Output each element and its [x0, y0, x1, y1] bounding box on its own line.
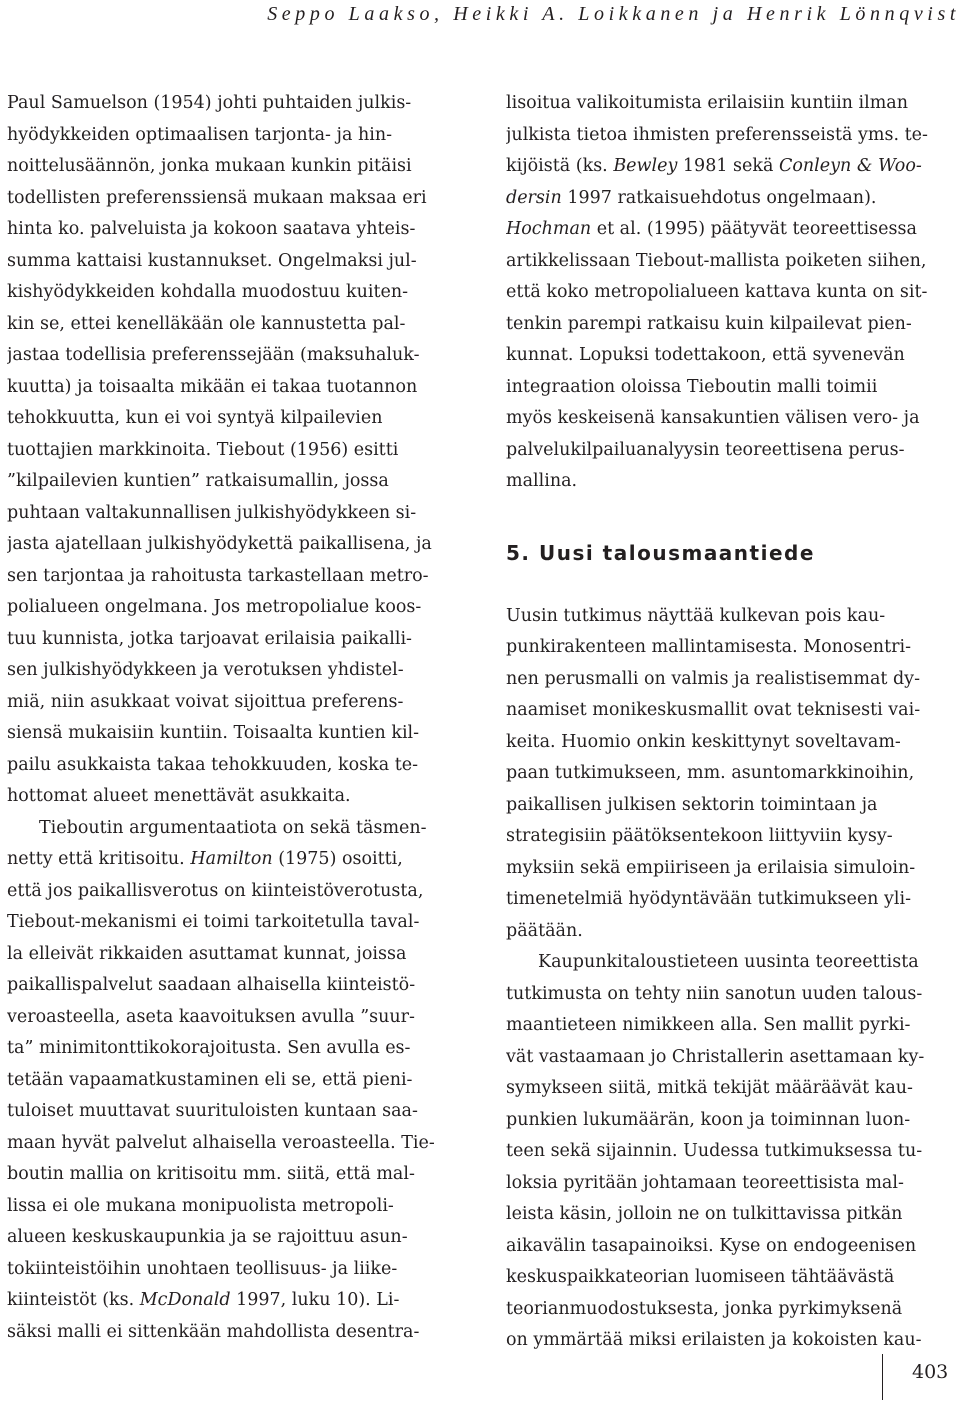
- text-line: päätään.: [506, 920, 583, 941]
- text-line: artikkelissaan Tiebout-mallista poiketen siihen,: [506, 250, 927, 271]
- text-line: loksia pyritään johtamaan teoreettisista mal-: [506, 1172, 904, 1193]
- text-line: integraation oloissa Tieboutin malli toimii: [506, 376, 878, 397]
- text-line: noittelusäännön, jonka mukaan kunkin pitäisi: [7, 156, 412, 176]
- text-line: summa kattaisi kustannukset. Ongelmaksi jul-: [7, 250, 417, 271]
- text-line: nen perusmalli on valmis ja realistisemmat dy-: [506, 668, 920, 689]
- text-line: kin se, ettei kenelläkään ole kannustetta pal-: [7, 313, 406, 334]
- right-column: [506, 88, 956, 1357]
- cited-author-hochman: Hochman: [506, 219, 592, 239]
- text-line: paikallisen julkisen sektorin toimintaan ja: [506, 794, 878, 815]
- cited-author-bewley: Bewley: [613, 156, 678, 176]
- text-line: miä, niin asukkaat voivat sijoittua preferens-: [7, 691, 404, 712]
- text-line: la elleivät rikkaiden asuttamat kunnat, joissa: [7, 943, 407, 964]
- text-line: aikavälin tasapainoiksi. Kyse on endogeenisen: [506, 1235, 917, 1256]
- paragraph-tiebout-critique: [7, 813, 454, 1349]
- paragraph-samuelson-tiebout: [7, 88, 454, 813]
- text-line: kishyödykkeiden kohdalla muodostuu kuiten-: [7, 282, 409, 302]
- text-line: Paul Samuelson (1954) johti puhtaiden julkis-: [7, 93, 412, 113]
- left-column: [7, 88, 454, 1348]
- text-line: Tieboutin argumentaatiota on sekä täsmen-: [39, 817, 427, 838]
- text-fragment: 1981 sekä: [677, 156, 779, 176]
- paragraph-new-research: [506, 601, 956, 948]
- text-line: polialueen ongelmana. Jos metropolialue koos-: [7, 597, 422, 617]
- text-fragment: kijöistä (ks.: [506, 156, 614, 176]
- text-fragment: (1975) osoitti,: [272, 849, 403, 869]
- text-line: siensä mukaisiin kuntiin. Toisaalta kuntien kil-: [7, 723, 420, 743]
- text-line: jasta ajatellaan julkishyödykettä paikallisena, ja: [7, 534, 432, 554]
- page-number: 403: [912, 1361, 949, 1383]
- text-line: tutkimusta on tehty niin sanotun uuden talous-: [506, 983, 923, 1004]
- text-fragment: 1997 ratkaisuehdotus ongelmaan).: [561, 187, 877, 208]
- text-line: keita. Huomio onkin keskittynyt soveltavam-: [506, 731, 901, 752]
- text-fragment: et al. (1995) päätyvät teoreettisessa: [591, 219, 917, 239]
- text-line: lissa ei ole mukana monipuolista metropoli-: [7, 1195, 394, 1216]
- text-line: [7, 1285, 454, 1317]
- text-line: sen julkishyödykkeen ja verotuksen yhdistel-: [7, 660, 404, 680]
- text-line: maantieteen nimikkeen alla. Sen mallit pyrki-: [506, 1015, 911, 1035]
- text-line: keskuspaikkateorian luomiseen tähtäävästä: [506, 1267, 895, 1287]
- text-line: paan tutkimukseen, mm. asuntomarkkinoihin,: [506, 763, 915, 783]
- text-line: säksi malli ei sittenkään mahdollista desentra-: [7, 1321, 420, 1342]
- text-fragment: netty että kritisoitu.: [7, 849, 191, 869]
- text-line: [506, 151, 956, 183]
- text-line: veroasteella, aseta kaavoituksen avulla ”suur-: [7, 1006, 415, 1027]
- text-line: on ymmärtää miksi erilaisten ja kokoisten kau-: [506, 1330, 922, 1350]
- text-line: Kaupunkitaloustieteen uusinta teoreettista: [538, 952, 919, 972]
- text-line: tetään vapaamatkustaminen eli se, että pieni-: [7, 1069, 413, 1090]
- text-line: tokiinteistöihin unohtaen teollisuus- ja liike-: [7, 1258, 398, 1279]
- text-line: tehokkuutta, kun ei voi syntyä kilpailevien: [7, 408, 383, 428]
- cited-author-mcdonald: McDonald: [139, 1290, 231, 1310]
- running-header: Seppo Laakso, Heikki A. Loikkanen ja Henrik Lönnqvist: [267, 3, 960, 25]
- paragraph-urban-economics: [506, 947, 956, 1357]
- text-line: tuloiset muuttavat suurituloisten kuntaan saa-: [7, 1101, 418, 1121]
- text-line: punkirakenteen mallintamisesta. Monosentri-: [506, 637, 911, 657]
- text-line: että jos paikallisverotus on kiinteistöverotusta,: [7, 880, 424, 901]
- text-line: hyödykkeiden optimaalisen tarjonta- ja hin-: [7, 124, 393, 145]
- spacer: [506, 498, 956, 538]
- text-line: puhtaan valtakunnallisen julkishyödykkeen si-: [7, 502, 417, 523]
- folio-rule: [882, 1354, 883, 1400]
- text-line: myksiin sekä empiiriseen ja erilaisia simuloin-: [506, 857, 916, 878]
- text-line: vät vastaamaan jo Christallerin asettamaan ky-: [506, 1046, 925, 1067]
- text-line: [506, 183, 956, 215]
- text-line: kunnat. Lopuksi todettakoon, että syvenevän: [506, 345, 905, 365]
- text-line: tenkin parempi ratkaisu kuin kilpailevat pien-: [506, 313, 912, 334]
- text-line: strategisiin päätöksentekoon liittyviin kysy-: [506, 826, 893, 846]
- cited-author-conley-wooders: Conleyn & Woo-: [778, 156, 922, 176]
- text-line: maan hyvät palvelut alhaisella veroasteella. Tie-: [7, 1132, 435, 1153]
- text-line: palvelukilpailuanalyysin teoreettisena perus-: [506, 439, 905, 460]
- paragraph-continuation: [506, 88, 956, 498]
- text-line: kuutta) ja toisaalta mikään ei takaa tuotannon: [7, 376, 418, 397]
- text-line: naamiset monikeskusmallit ovat teknisesti vai-: [506, 700, 921, 720]
- text-line: punkien lukumäärän, koon ja toiminnan luon-: [506, 1109, 911, 1130]
- text-line: hottomat alueet menettävät asukkaita.: [7, 786, 351, 806]
- cited-author-conley-wooders: dersin: [506, 187, 562, 208]
- text-line: ”kilpailevien kuntien” ratkaisumallin, jossa: [7, 471, 389, 491]
- text-line: tuottajien markkinoita. Tiebout (1956) esitti: [7, 439, 399, 460]
- text-line: paikallispalvelut saadaan alhaisella kiinteistö-: [7, 975, 416, 995]
- text-line: hinta ko. palveluista ja kokoon saatava yhteis-: [7, 219, 416, 239]
- text-line: [506, 214, 956, 246]
- spacer: [506, 569, 956, 601]
- text-line: myös keskeisenä kansakuntien välisen vero- ja: [506, 408, 920, 428]
- text-line: alueen keskuskaupunkia ja se rajoittuu asun-: [7, 1227, 408, 1247]
- text-line: teen sekä sijainnin. Uudessa tutkimuksessa tu-: [506, 1141, 923, 1161]
- text-line: Uusin tutkimus näyttää kulkevan pois kau-: [506, 605, 886, 626]
- text-line: pailu asukkaista takaa tehokkuuden, koska te-: [7, 754, 419, 775]
- text-fragment: 1997, luku 10). Li-: [230, 1290, 400, 1310]
- text-line: että koko metropolialueen kattava kunta on sit-: [506, 282, 928, 302]
- cited-author-hamilton: Hamilton: [190, 849, 273, 869]
- text-line: ta” minimitonttikokorajoitusta. Sen avulla es-: [7, 1038, 411, 1058]
- text-line: julkista tietoa ihmisten preferensseistä yms. te-: [506, 124, 928, 145]
- text-line: todellisten preferenssiensä mukaan maksaa eri: [7, 187, 427, 208]
- text-line: Tiebout-mekanismi ei toimi tarkoitetulla taval-: [7, 912, 420, 932]
- text-line: jastaa todellisia preferenssejään (maksuhaluk-: [7, 345, 420, 365]
- text-line: tuu kunnista, jotka tarjoavat erilaisia paikalli-: [7, 628, 412, 649]
- text-line: boutin mallia on kritisoitu mm. siitä, että mal-: [7, 1164, 415, 1184]
- text-fragment: kiinteistöt (ks.: [7, 1290, 140, 1310]
- text-line: mallina.: [506, 471, 578, 491]
- text-line: teorianmuodostuksesta, jonka pyrkimyksenä: [506, 1298, 903, 1319]
- section-heading: 5. Uusi talousmaantiede: [506, 540, 815, 565]
- text-line: lisoitua valikoitumista erilaisiin kuntiin ilman: [506, 93, 909, 113]
- text-line: [7, 844, 454, 876]
- text-line: leista käsin, jolloin ne on tulkittavissa pitkän: [506, 1204, 903, 1224]
- text-line: timenetelmiä hyödyntävään tutkimukseen yli-: [506, 889, 912, 909]
- text-line: symykseen siitä, mitkä tekijät määräävät kau-: [506, 1078, 913, 1098]
- text-line: sen tarjontaa ja rahoitusta tarkastellaan metro-: [7, 565, 429, 586]
